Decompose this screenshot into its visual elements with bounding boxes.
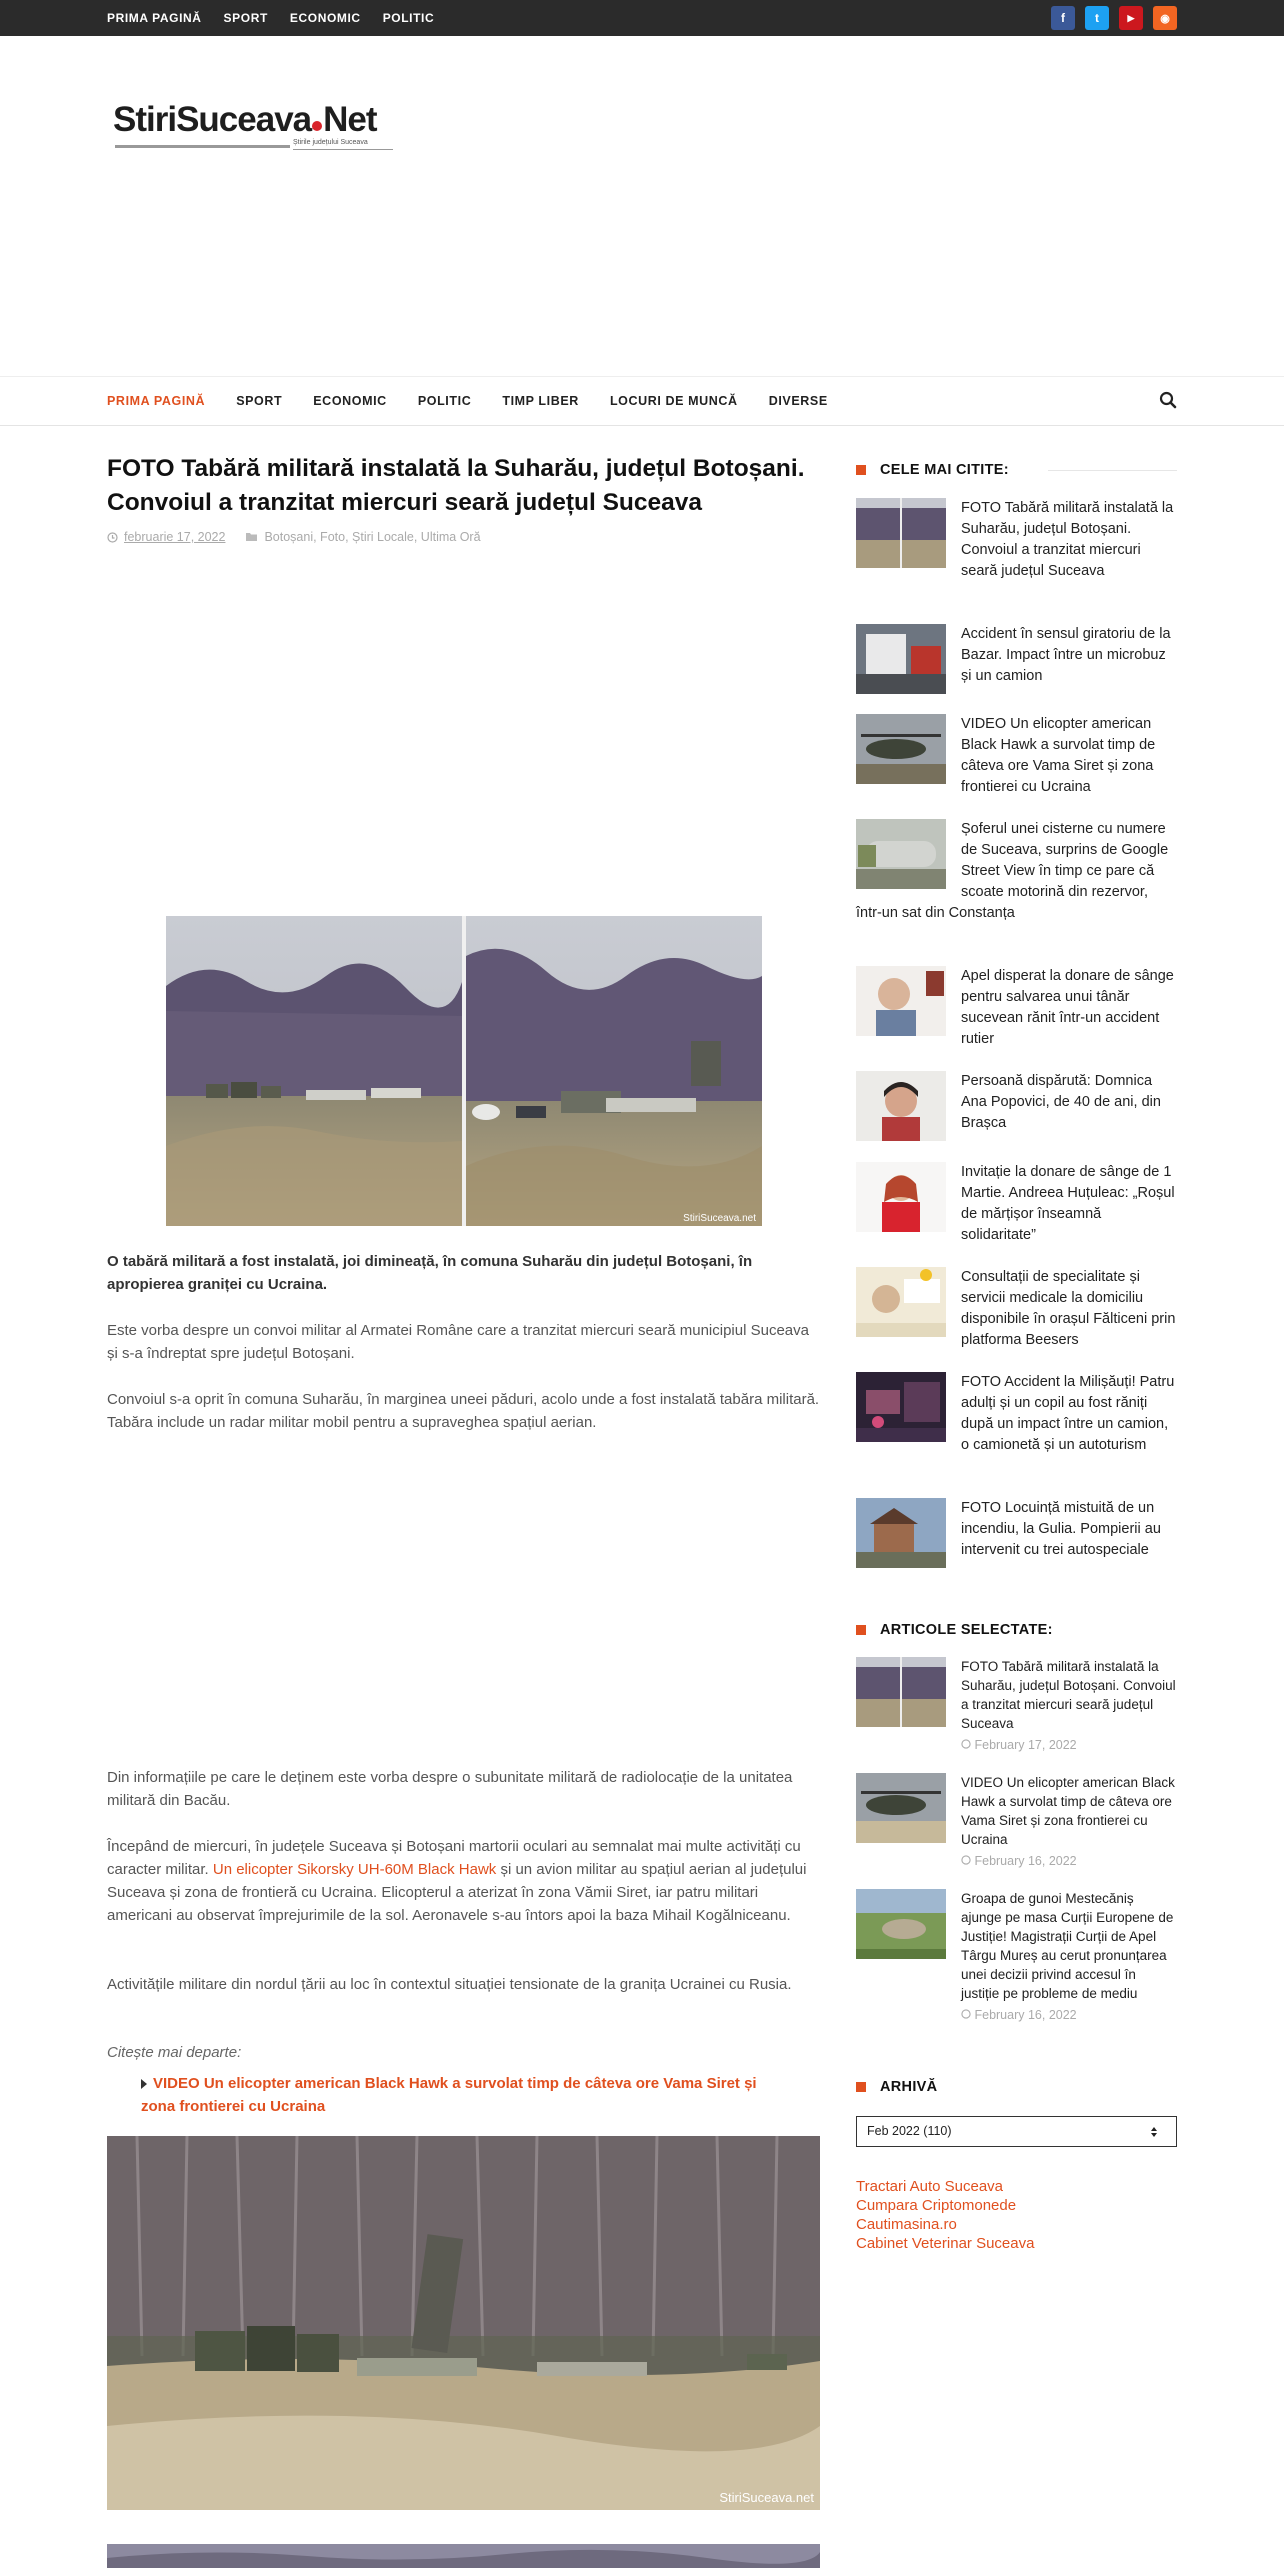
logo-underline [115,145,290,148]
archive-selected-value: Feb 2022 (110) [867,2124,952,2138]
nav-item-prima-pagina[interactable]: PRIMA PAGINĂ [107,394,206,408]
article-categories[interactable]: Botoșani, Foto, Știri Locale, Ultima Oră [264,530,481,544]
post-thumbnail-image [856,1657,946,1727]
selected-post-date-text: February 16, 2022 [974,2008,1077,2022]
related-article-title[interactable]: VIDEO Un elicopter american Black Hawk a survolat timp de câteva ore Vama Siret și zona frontierei cu Ucraina [141,2075,757,2115]
clock-icon [961,1855,971,1865]
top-nav-item[interactable]: SPORT [223,11,268,25]
partner-link[interactable]: Cumpara Criptomonede [856,2197,1017,2214]
widget-title-rule [1048,470,1177,471]
nav-item-sport[interactable]: SPORT [236,394,283,408]
article-paragraph: Activitățile militare din nordul țării au loc în contextul situației tensionate de la granița Ucrainei cu Rusia. [107,1976,792,1993]
nav-item-politic[interactable]: POLITIC [417,394,472,408]
popular-post-title[interactable]: Șoferul unei cisterne cu numere de Suceava, surprins de Google Street View în timp ce pare că scoate motorină din rezervor, într-un sat din Constanța [856,821,1169,921]
post-thumbnail[interactable] [856,1773,946,1843]
clock-icon [107,532,118,543]
popular-post-title[interactable]: FOTO Accident la Milișăuți! Patru adulți și un copil au fost răniți după un impact între un camion, o camionetă și un autoturism [961,1374,1175,1453]
popular-post-title[interactable]: Consultații de specialitate și servicii medicale la domiciliu disponibile în orașul Fălticeni prin platforma Beesers [961,1269,1176,1348]
top-bar [0,0,1284,36]
popular-post-title[interactable]: FOTO Locuință mistuită de un incendiu, la Gulia. Pompierii au intervenit cu trei autospeciale [961,1500,1161,1558]
military-camp-photo [166,916,762,1226]
popular-post[interactable] [856,498,1177,582]
popular-post-title[interactable]: Apel disperat la donare de sânge pentru salvarea unui tânăr sucevean rănit într-un accident rutier [961,968,1174,1047]
article-image-partial [107,2544,820,2568]
post-thumbnail-image [856,1071,946,1141]
nav-item-timp-liber[interactable]: TIMP LIBER [502,394,579,408]
popular-post[interactable] [856,1071,1177,1143]
article-title: FOTO Tabără militară instalată la Suharău, județul Botoșani. Convoiul a tranzitat miercuri seară județul Suceava [107,455,805,516]
post-thumbnail-image [856,1773,946,1843]
select-arrows-icon [1150,2126,1158,2138]
article-image-collage [166,916,762,1226]
selected-post[interactable] [856,1889,1177,2022]
radar-photo [107,2136,820,2510]
youtube-icon[interactable]: ▶ [1119,6,1143,30]
nav-item-economic[interactable]: ECONOMIC [313,394,387,408]
article-meta [107,530,820,544]
top-nav-item[interactable]: ECONOMIC [289,11,361,25]
nav-item-diverse[interactable]: DIVERSE [768,394,828,408]
post-thumbnail-image [856,1498,946,1568]
social-links [1051,6,1177,30]
post-thumbnail-image [856,1162,946,1232]
post-thumbnail-image [856,624,946,694]
image-watermark: StiriSuceava.net [719,2490,814,2505]
logo-underline [293,149,393,150]
post-thumbnail-image [856,966,946,1036]
top-nav [107,0,434,36]
selected-post[interactable] [856,1773,1177,1868]
selected-post-date [961,1736,1177,1755]
popular-post-title[interactable]: Accident în sensul giratoriu de la Bazar. Impact între un microbuz și un camion [961,626,1171,684]
popular-post[interactable] [856,714,1177,798]
post-thumbnail[interactable] [856,819,946,889]
facebook-icon[interactable]: f [1051,6,1075,30]
post-thumbnail[interactable] [856,714,946,784]
post-thumbnail-image [856,819,946,889]
inline-article-link[interactable]: Un elicopter Sikorsky UH-60M Black Hawk [212,1861,497,1878]
selected-post-date [961,1852,1177,1871]
article-paragraph: Este vorba despre un convoi militar al Armatei Române care a tranzitat miercuri seară municipiul Suceava și s-a îndreptat spre județul Botoșani. [107,1322,809,1362]
post-thumbnail[interactable] [856,498,946,568]
widget-title-selected [856,1622,1053,1638]
article-date[interactable]: februarie 17, 2022 [124,530,226,544]
widget-title-text: CELE MAI CITITE: [880,462,1009,478]
popular-post[interactable] [856,966,1177,1050]
article-image-radar [107,2136,820,2510]
rss-icon[interactable]: ◉ [1153,6,1177,30]
article-paragraph: Convoiul s-a oprit în comuna Suharău, în marginea uneei păduri, acolo unde a fost instalată tabăra militară. Tabăra include un radar militar mobil pentru a supraveghea spațiul aerian. [107,1391,820,1431]
selected-post-date-text: February 17, 2022 [974,1738,1077,1752]
post-thumbnail[interactable] [856,1267,946,1337]
selected-post-title[interactable]: VIDEO Un elicopter american Black Hawk a survolat timp de câteva ore Vama Siret și zona frontierei cu Ucraina [961,1775,1175,1847]
clock-icon [961,1739,971,1749]
article-header [107,452,820,544]
popular-post[interactable] [856,1372,1177,1456]
search-icon[interactable] [1159,391,1177,409]
post-thumbnail-image [856,714,946,784]
popular-post-title[interactable]: VIDEO Un elicopter american Black Hawk a survolat timp de câteva ore Vama Siret și zona frontierei cu Ucraina [961,716,1156,795]
post-thumbnail-image [856,1372,946,1442]
widget-title-text: ARHIVĂ [880,2079,938,2095]
article-paragraph: Din informațiile pe care le deținem este vorba despre o subunitate militară de radiolocație de la unitatea militară din Bacău. [107,1769,793,1809]
selected-post-date-text: February 16, 2022 [974,1854,1077,1868]
post-thumbnail[interactable] [856,1372,946,1442]
post-thumbnail[interactable] [856,1657,946,1727]
archive-select[interactable] [856,2116,1177,2147]
article-text: și un avion militar au spațiul aerian al județului Suceava și zona de frontieră cu Ucraina. Elicopterul a aterizat în zona Vămii Siret, iar patru militari americani au observat împrejurimile de la sol. Aeronavele s-au întors apoi la baza Mihail Kogălniceanu. [107,1861,807,1924]
widget-title-marker [856,465,866,475]
main-nav [0,376,1284,426]
article-lead: O tabără militară a fost instalată, joi dimineață, în comuna Suharău din județul Botoșani, în apropierea graniței cu Ucraina. [107,1253,753,1293]
widget-title-archive [856,2079,937,2095]
post-thumbnail-image [856,1267,946,1337]
popular-post-title[interactable]: Persoană dispărută: Domnica Ana Popovici, de 40 de ani, din Brașca [961,1073,1161,1131]
top-nav-item[interactable]: PRIMA PAGINĂ [107,11,202,25]
post-thumbnail[interactable] [856,1498,946,1568]
partner-links [856,2177,1034,2253]
selected-post-title[interactable]: FOTO Tabără militară instalată la Suharău, județul Botoșani. Convoiul a tranzitat miercuri seară județul Suceava [961,1659,1176,1731]
partner-link[interactable]: Tractari Auto Suceava [856,2178,1004,2195]
read-more-label: Citește mai departe: [107,2044,242,2061]
forest-photo [107,2544,820,2568]
post-thumbnail[interactable] [856,1889,946,1959]
article-paragraph [107,1835,820,1927]
selected-post-date [961,2006,1177,2025]
logo-tagline: Știrile județului Suceava [293,139,368,146]
post-thumbnail[interactable] [856,1071,946,1141]
popular-post[interactable] [856,1498,1177,1570]
caret-right-icon [141,2079,147,2089]
logo-text-suffix: Net [323,100,377,139]
partner-link[interactable]: Cabinet Veterinar Suceava [856,2235,1035,2252]
logo-text: StiriSuceava [113,100,312,139]
top-nav-item[interactable]: POLITIC [382,11,435,25]
twitter-icon[interactable]: t [1085,6,1109,30]
post-thumbnail[interactable] [856,966,946,1036]
folder-icon [245,532,258,542]
popular-post[interactable] [856,819,1177,924]
logo-dot [312,121,322,131]
popular-post[interactable] [856,624,1177,696]
widget-title-popular [856,462,1009,478]
widget-title-marker [856,1625,866,1635]
popular-post-title[interactable]: FOTO Tabără militară instalată la Suharău, județul Botoșani. Convoiul a tranzitat miercuri seară județul Suceava [961,500,1174,579]
image-watermark: StiriSuceava.net [683,1213,756,1224]
selected-post-title[interactable]: Groapa de gunoi Mestecăniș ajunge pe masa Curții Europene de Justiție! Magistrații Curții de Apel Târgu Mureș au cerut pronunțarea unei decizii privind accesul în justiție pe probleme de mediu [961,1891,1174,2001]
article-text: Începând de miercuri, în județele Suceava și Botoșani martorii oculari au semnalat mai multe activități cu caracter militar. [107,1838,801,1878]
post-thumbnail[interactable] [856,624,946,694]
widget-title-text: ARTICOLE SELECTATE: [880,1622,1053,1638]
clock-icon [961,2009,971,2019]
post-thumbnail[interactable] [856,1162,946,1232]
related-article-link[interactable] [141,2072,791,2118]
site-logo[interactable] [113,100,393,160]
post-thumbnail-image [856,1889,946,1959]
selected-post[interactable] [856,1657,1177,1752]
popular-post[interactable] [856,1162,1177,1246]
partner-link[interactable]: Cautimasina.ro [856,2216,957,2233]
widget-title-marker [856,2082,866,2092]
post-thumbnail-image [856,498,946,568]
nav-item-locuri-de-munca[interactable]: LOCURI DE MUNCĂ [609,394,738,408]
popular-post-title[interactable]: Invitație la donare de sânge de 1 Martie. Andreea Huțuleac: „Roșul de mărțișor înseamnă solidaritate” [961,1164,1175,1243]
popular-post[interactable] [856,1267,1177,1351]
